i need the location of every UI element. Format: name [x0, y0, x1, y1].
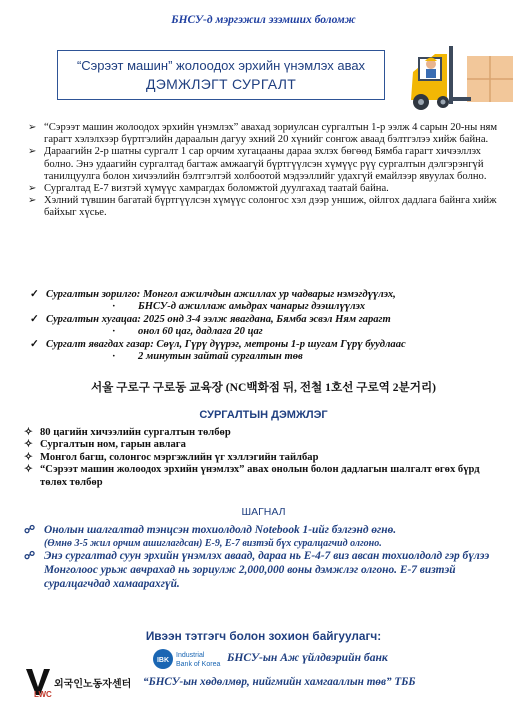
dot-bullet-icon: · [112, 351, 116, 363]
ibk-logo [152, 647, 221, 671]
arrow-bullet-icon: ➢ [28, 146, 37, 158]
arrow-bullet-icon: ➢ [28, 195, 37, 207]
ibk-logo-mark: IBK [156, 657, 170, 664]
title-box [57, 50, 385, 100]
reward-item: ☍ Энэ сургалтад суун эрхийн үнэмлэх аваад, дараа нь Е-4-7 виз авсан тохиолдолд гэр бүлээ Монголоос урьж авчрахад нь зориулж 2,000,000 воны дэмжлэг олгоно. Е-7 визтэй суралцагчдад хамаарахгүй. [24, 550, 490, 590]
ibk-logo-line-1: Industrial [176, 652, 205, 659]
star-bullet-icon: ✧ [24, 464, 33, 476]
course-info-list [30, 289, 510, 363]
bank-name: БНСУ-ын Аж үйлдвэрийн банк [227, 651, 388, 664]
title-line-2: ДЭМЖЛЭГТ СУРГАЛТ [145, 76, 297, 92]
arrow-bullet-icon: ➢ [28, 122, 37, 133]
checkmark-icon: ✓ [30, 313, 39, 325]
lwc-logo [22, 665, 134, 699]
center-name: “БНСУ-ын хөдөлмөр, нийгмийн хамгааллын төв” ТББ [143, 676, 416, 688]
intro-bullet: ➢ Хэлний түвшин багатай бүртгүүлсэн хүмүүс солонгос хэл дээр уншиж, ойлгох дадлага байнга хийж байхыг хүсье. [28, 195, 497, 219]
link-bullet-icon: ☍ [24, 524, 36, 536]
support-list [24, 427, 504, 489]
star-bullet-icon: ✧ [24, 451, 33, 463]
checkmark-icon: ✓ [30, 338, 39, 350]
course-info-item: ✓ Сургалтын зорилго: Монгол ажилчдын ажиллах ур чадварыг нэмэгдүүлэх, [30, 289, 396, 300]
course-info-sub: · онол 60 цаг, дадлага 20 цаг [112, 326, 263, 338]
reward-section-title: ШАГНАЛ [241, 506, 286, 518]
lwc-logo-korean: 외국인노동자센터 [54, 679, 132, 690]
intro-bullet: ➢ Сургалтад Е-7 визтэй хүмүүс хамрагдах боломжтой дуулгахад таатай байна. [28, 183, 389, 195]
star-bullet-icon: ✧ [24, 427, 33, 438]
page-tagline: БНСУ-д мэргэжил эзэмших боломж [171, 14, 356, 26]
link-bullet-icon: ☍ [24, 550, 36, 563]
organizers-title: Ивээн тэтгэгч болон зохион байгуулагч: [145, 629, 382, 643]
support-item: ✧ Монгол багш, солонгос мэргэжлийн үг хэллэгийн тайлбар [24, 451, 319, 463]
intro-bullet: ➢ “Сэрээт машин жолоодох эрхийн үнэмлэх” авахад зориулсан сургалтын 1-р ээлж 4 сарын 20-ны ням гарагт хэлэлхээр бүртгэлийн дараалын дагуу эхний 20 хүнийг сонгож аваад бэлтгэлээ хийж байна. [28, 122, 498, 146]
reward-item: ☍ Онолын шалгалтад тэнцсэн тохиолдолд Notebook 1-ийг бэлгэнд өгнө. (Өмнө 3-5 жил орчим ашиглагдсан) Е-9, Е-7 визтэй бүх суралцагчид олгоно. [22, 524, 512, 550]
intro-bullet: ➢ Дараагийн 2-р шатны сургалт 1 сар орчим хугацааны дараа эхлэх бөгөөд Бямба гарагт хичээллэх болно. Энэ удаагийн сургалтад багтаж амжаагүй бүртгүүлсэн хүмүүс рүү сургалтын дэлгэрэнгүй танилцуулга болон хичээлийн бэлтгэлтэй холбоотой мэдээллийг удахгүй емайлээр явуулах болно. [28, 146, 487, 182]
ibk-logo-line-2: Bank of Korea [176, 661, 221, 668]
course-info-sub: · БНСУ-д ажиллаж амьдрах чанарыг дээшлүүлэх [112, 301, 365, 313]
reward-note: (Өмнө 3-5 жил орчим ашиглагдсан) Е-9, Е-7 визтэй бүх суралцагчид олгоно. [44, 537, 382, 549]
arrow-bullet-icon: ➢ [28, 183, 37, 195]
intro-bullet-list [28, 122, 508, 220]
dot-bullet-icon: · [112, 326, 116, 338]
checkmark-icon: ✓ [30, 289, 39, 300]
course-info-sub: · 2 минутын зайтай сургалтын төв [112, 351, 303, 363]
course-info-item: ✓ Сургалт явагдах газар: Сөүл, Гүрү дүүрэг, метроны 1-р шугам Гүрү буудлаас [30, 338, 406, 350]
title-line-1: “Сэрээт машин” жолоодох эрхийн үнэмлэх авах [76, 58, 366, 73]
support-item: ✧ “Сэрээт машин жолоодох эрхийн үнэмлэх” авах онолын болон дадлагын шалгалт өгөх бүрд төлөх төлбөр [24, 464, 480, 488]
lwc-logo-text: LWC [34, 690, 52, 699]
star-bullet-icon: ✧ [24, 439, 33, 451]
dot-bullet-icon: · [112, 301, 116, 313]
course-info-item: ✓ Сургалтын хугацаа: 2025 онд 3-4 ээлж явагдана, Бямба эсвэл Ням гарагт [30, 313, 391, 325]
forklift-illustration [399, 42, 517, 112]
reward-list [22, 524, 512, 591]
support-item: ✧ 80 цагийн хичээлийн сургалтын төлбөр [24, 427, 231, 438]
support-section-title: СУРГАЛТЫН ДЭМЖЛЭГ [199, 409, 328, 421]
support-item: ✧ Сургалтын ном, гарын авлага [24, 439, 186, 451]
korean-address: 서울 구로구 구로동 교육장 (NC백화점 뒤, 전철 1호선 구로역 2분거리) [90, 381, 437, 394]
